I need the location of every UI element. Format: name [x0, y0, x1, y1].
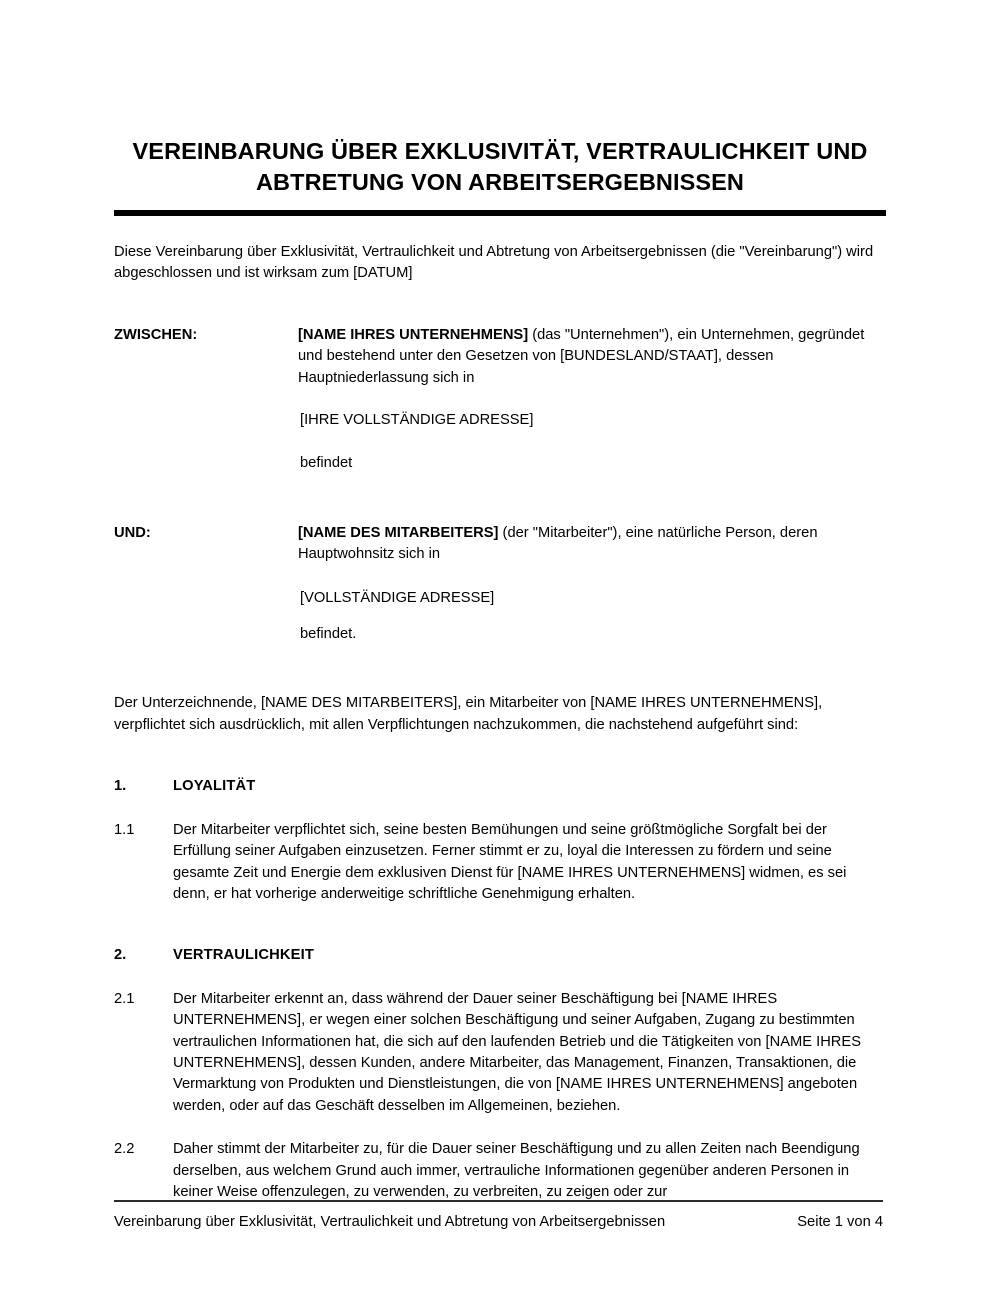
party-name-line-company	[298, 325, 886, 389]
section-number-2: 2.	[114, 947, 127, 964]
party-label-employee: UND:	[114, 524, 151, 541]
footer-document-name: Vereinbarung über Exklusivität, Vertraulichkeit und Abtretung von Arbeitsergebnissen	[114, 1214, 666, 1230]
clause-number-1-1: 1.1	[114, 821, 135, 838]
spacer	[114, 798, 886, 820]
spacer	[114, 671, 886, 693]
spacer	[114, 967, 886, 989]
section-number-1: 1.	[114, 778, 127, 795]
employee-address-placeholder: [VOLLSTÄNDIGE ADRESSE]	[300, 589, 495, 606]
section-title-2: VERTRAULICHKEIT	[173, 947, 314, 964]
footer-page-number: Seite 1 von 4	[797, 1214, 883, 1230]
spacer	[114, 501, 886, 523]
footer-row	[114, 1212, 883, 1232]
clause-number-2-1: 2.1	[114, 990, 135, 1007]
preamble-paragraph: Der Unterzeichnende, [NAME DES MITARBEITERS], ein Mitarbeiter von [NAME IHRES UNTERNEHMENS], verpflichtet sich ausdrücklich, mit allen Verpflichtungen nachzukommen, die nachstehend aufgeführt sind:	[114, 695, 823, 733]
party-details-company	[298, 325, 886, 475]
spacer	[114, 645, 886, 671]
spacer	[114, 931, 886, 945]
clause-text-1-1: Der Mitarbeiter verpflichtet sich, seine besten Bemühungen und seine größtmögliche Sorgfalt bei der Erfüllung seiner Aufgaben einzusetzen. Ferner stimmt er zu, loyal die Interessen zu fördern und seine gesamte Zeit und Energie dem exklusiven Dienst für [NAME IHRES UNTERNEHMENS] widmen, es sei denn, er hat vorherige anderweitige schriftliche Genehmigung erhalten.	[173, 821, 847, 902]
spacer	[114, 475, 886, 501]
document-body	[114, 136, 886, 1203]
spacer	[114, 736, 886, 762]
company-description: (das "Unternehmen"), ein Unternehmen, gegründet und bestehend unter den Gesetzen von [BUNDESLAND/STAAT], dessen Hauptniederlassung sich in	[298, 326, 865, 386]
clause-2-2	[114, 1139, 886, 1203]
party-block-employee	[114, 523, 886, 646]
spacer	[114, 311, 886, 325]
clause-text-2-1: Der Mitarbeiter erkennt an, dass während der Dauer seiner Beschäftigung bei [NAME IHRES UNTERNEHMENS], er wegen einer solchen Beschäftigung und seiner Aufgaben, Zugang zu bestimmten vertraulichen Informationen hat, die sich auf den laufenden Betrieb und die Tätigkeiten von [NAME IHRES UNTERNEHMENS], dessen Kunden, andere Mitarbeiter, das Management, Finanzen, Transaktionen, die Vermarktung von Produkten und Dienstleistungen, die von [NAME IHRES UNTERNEHMENS] angeboten werden, oder auf das Geschäft desselben im Allgemeinen, beziehen.	[173, 990, 861, 1114]
spacer	[298, 389, 886, 410]
section-title-1: LOYALITÄT	[173, 778, 256, 795]
section-heading-1	[114, 776, 886, 797]
spacer	[114, 216, 886, 242]
spacer	[114, 1117, 886, 1139]
spacer	[114, 905, 886, 931]
clause-number-2-2: 2.2	[114, 1141, 135, 1158]
clause-text-2-2: Daher stimmt der Mitarbeiter zu, für die Dauer seiner Beschäftigung und zu allen Zeiten nach Beendigung derselben, aus welchem Grund auch immer, vertrauliche Informationen gegenüber anderen Personen in keiner Weise offenzulegen, zu verwenden, zu verbreiten, zu zeigen oder zur	[173, 1141, 860, 1200]
spacer	[298, 431, 886, 453]
clause-1-1	[114, 820, 886, 906]
spacer	[114, 285, 886, 311]
section-heading-2	[114, 945, 886, 966]
employee-name-placeholder: [NAME DES MITARBEITERS]	[298, 524, 499, 541]
employee-closing-word: befindet.	[300, 626, 357, 643]
company-name-placeholder: [NAME IHRES UNTERNEHMENS]	[298, 326, 529, 343]
company-address-placeholder: [IHRE VOLLSTÄNDIGE ADRESSE]	[300, 412, 534, 429]
spacer	[114, 762, 886, 776]
clause-2-1	[114, 989, 886, 1117]
page-footer	[114, 1200, 883, 1232]
spacer	[298, 609, 886, 624]
party-name-line-employee	[298, 523, 886, 566]
party-block-company	[114, 325, 886, 475]
page-title: VEREINBARUNG ÜBER EXKLUSIVITÄT, VERTRAULICHKEIT UND ABTRETUNG VON ARBEITSERGEBNISSEN	[132, 138, 868, 195]
party-details-employee	[298, 523, 886, 646]
party-label-company: ZWISCHEN:	[114, 326, 198, 343]
employee-description: (der "Mitarbeiter"), eine natürliche Person, deren Hauptwohnsitz sich in	[298, 524, 818, 563]
spacer	[298, 566, 886, 588]
intro-paragraph: Diese Vereinbarung über Exklusivität, Vertraulichkeit und Abtretung von Arbeitsergebnissen (die "Vereinbarung") wird abgeschlossen und ist wirksam zum [DATUM]	[114, 244, 874, 282]
footer-divider	[114, 1200, 883, 1202]
company-closing-word: befindet	[300, 455, 353, 472]
